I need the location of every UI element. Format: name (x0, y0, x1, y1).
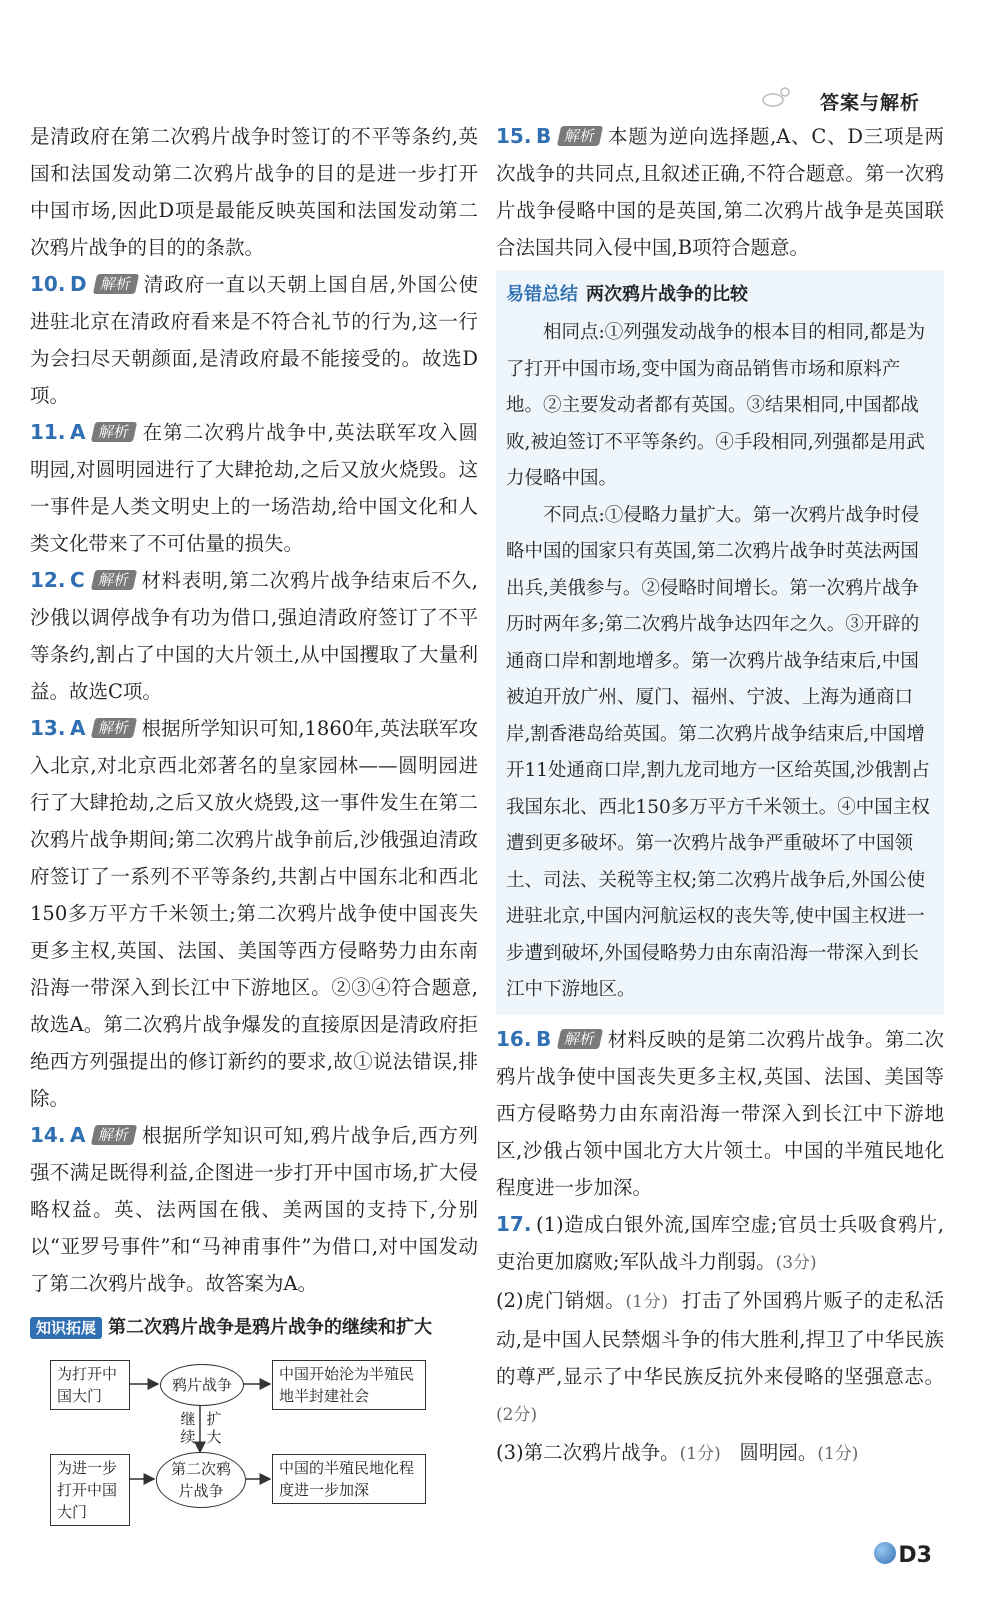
diagram-box-result-2: 中国的半殖民地化程度进一步加深 (272, 1454, 426, 1504)
answer-text: 根据所学知识可知,1860年,英法联军攻入北京,对北京西北郊著名的皇家园林——圆明园进行了大肆抢劫,之后又放火烧毁,这一事件发生在第二次鸦片战争期间;第二次鸦片战争前后,沙俄强迫清政府签订了一系列不平等条约,共割占中国东北和西北150多万平方千米领土;第二次鸦片战争使中国丧失更多主权,英国、法国、美国等西方侵略势力由东南沿海一带深入到长江中下游地区。②③④符合题意,故选A。第二次鸦片战争爆发的直接原因是清政府拒绝西方列强提出的修订新约的要求,故①说法错误,排除。 (30, 717, 478, 1110)
answer-text: 圆明园。 (739, 1440, 818, 1464)
score: (3分) (775, 1252, 817, 1273)
answer-text: (1)造成白银外流,国库空虚;官员士兵吸食鸦片,吏治更加腐败;军队战斗力削弱。 (496, 1212, 944, 1273)
answer-letter: B (536, 1026, 552, 1051)
answer-text: (2)虎门销烟。 (496, 1288, 626, 1312)
answer-letter: D (70, 272, 87, 296)
diagram-label-expand: 扩大 (206, 1410, 222, 1446)
score: (1分) (625, 1291, 668, 1312)
analysis-tag: 解析 (557, 1029, 603, 1049)
question-number: 11. (30, 420, 66, 444)
answer-letter: B (536, 124, 552, 148)
score: (1分) (679, 1443, 721, 1464)
question-number: 13. (30, 716, 66, 740)
summary-header (506, 276, 934, 313)
answer-item-11 (30, 414, 478, 562)
knowledge-extension (30, 1308, 478, 1346)
summary-title: 两次鸦片战争的比较 (586, 284, 748, 305)
left-column (30, 118, 478, 1524)
analysis-tag: 解析 (91, 1125, 137, 1145)
diagram-ellipse-opium-war: 鸦片战争 (160, 1364, 244, 1406)
answer-text: 清政府一直以天朝上国自居,外国公使进驻北京在清政府看来是不符合礼节的行为,这一行为会扫尽天朝颜面,是清政府最不能接受的。故选D项。 (30, 273, 478, 407)
decorative-figure-icon (761, 86, 795, 108)
answer-text: 在第二次鸦片战争中,英法联军攻入圆明园,对圆明园进行了大肆抢劫,之后又放火烧毁。这一事件是人类文明史上的一场浩劫,给中国文化和人类文化带来了不可估量的损失。 (30, 421, 478, 555)
question-number: 15. (496, 124, 532, 148)
answer-letter: A (70, 716, 86, 740)
question-number: 17. (496, 1211, 532, 1236)
answer-text: 根据所学知识可知,鸦片战争后,西方列强不满足既得利益,企图进一步打开中国市场,扩大侵略权益。英、法两国在俄、美两国的支持下,分别以“亚罗号事件”和“马神甫事件”为借口,对中国发动了第二次鸦片战争。故答案为A。 (30, 1124, 478, 1295)
diagram-box-cause-1: 为打开中国大门 (50, 1360, 130, 1410)
answer-letter: C (70, 568, 85, 592)
war-diagram (30, 1354, 478, 1524)
answer-item-10 (30, 266, 478, 414)
answer-letter: A (70, 420, 86, 444)
analysis-tag: 解析 (92, 274, 138, 294)
diagram-ellipse-second-opium-war: 第二次鸦片战争 (156, 1452, 246, 1508)
answer-item-16 (496, 1021, 944, 1206)
answer-text: (3)第二次鸦片战争。 (496, 1440, 680, 1464)
answer-letter: A (70, 1123, 86, 1147)
answer-item-15 (496, 118, 944, 266)
question-number: 12. (30, 568, 66, 592)
summary-similarities: 相同点:①列强发动战争的根本目的相同,都是为了打开中国市场,变中国为商品销售市场和原料产地。②主要发动者都有英国。③结果相同,中国都战败,被迫签订不平等条约。④手段相同,列强都是用武力侵略中国。 (506, 322, 926, 489)
intro-paragraph: 是清政府在第二次鸦片战争时签订的不平等条约,英国和法国发动第二次鸦片战争的目的是进一步打开中国市场,因此D项是最能反映英国和法国发动第二次鸦片战争的目的的条款。 (30, 125, 478, 259)
answer-item-13 (30, 710, 478, 1117)
question-number: 16. (496, 1026, 532, 1051)
page-badge-icon (874, 1542, 896, 1564)
question-number: 10. (30, 272, 66, 296)
diagram-box-cause-2: 为进一步打开中国大门 (50, 1454, 130, 1526)
extension-tag: 知识拓展 (30, 1317, 102, 1339)
answer-text: 本题为逆向选择题,A、C、D三项是两次战争的共同点,且叙述正确,不符合题意。第一次鸦片战争侵略中国的是英国,第二次鸦片战争是英国联合法国共同入侵中国,B项符合题意。 (496, 125, 944, 259)
analysis-tag: 解析 (91, 422, 137, 442)
summary-differences: 不同点:①侵略力量扩大。第一次鸦片战争时侵略中国的国家只有英国,第二次鸦片战争时英法两国出兵,美俄参与。②侵略时间增长。第一次鸦片战争历时两年多;第二次鸦片战争达四年之久。③开辟的通商口岸和割地增多。第一次鸦片战争结束后,中国被迫开放广州、厦门、福州、宁波、上海为通商口岸,割香港岛给英国。第二次鸦片战争结束后,中国增开11处通商口岸,割九龙司地方一区给英国,沙俄割占我国东北、西北150多万平方千米领土。④中国主权遭到更多破坏。第一次鸦片战争严重破坏了中国领土、司法、关税等主权;第二次鸦片战争后,外国公使进驻北京,中国内河航运权的丧失等,使中国主权进一步遭到破坏,外国侵略势力由东南沿海一带深入到长江中下游地区。 (506, 504, 930, 1000)
error-summary-box (496, 270, 944, 1015)
answer-item-12 (30, 562, 478, 710)
answer-text: 打击了外国鸦片贩子的走私活动,是中国人民禁烟斗争的伟大胜利,捍卫了中华民族的尊严,显示了中华民族反抗外来侵略的坚强意志。 (496, 1288, 944, 1388)
answer-item-14 (30, 1117, 478, 1302)
analysis-tag: 解析 (91, 570, 137, 590)
answer-item-17-part1 (496, 1206, 944, 1282)
answer-item-17-part3 (496, 1434, 944, 1473)
analysis-tag: 解析 (91, 718, 137, 738)
score: (1分) (817, 1443, 859, 1464)
answer-item-17-part2 (496, 1282, 944, 1434)
analysis-tag: 解析 (557, 126, 603, 146)
summary-tag: 易错总结 (506, 284, 578, 305)
page-number: D3 (898, 1543, 932, 1568)
score: (2分) (496, 1404, 538, 1425)
question-number: 14. (30, 1123, 66, 1147)
right-column (496, 118, 944, 1473)
header-title: 答案与解析 (819, 92, 920, 114)
extension-title: 第二次鸦片战争是鸦片战争的继续和扩大 (108, 1317, 433, 1338)
diagram-box-result-1: 中国开始沦为半殖民地半封建社会 (272, 1360, 426, 1410)
answer-text: 材料反映的是第二次鸦片战争。第二次鸦片战争使中国丧失更多主权,英国、法国、美国等西方侵略势力由东南沿海一带深入到长江中下游地区,沙俄占领中国北方大片领土。中国的半殖民地化程度进一步加深。 (496, 1027, 944, 1199)
diagram-label-continue: 继续 (180, 1410, 196, 1446)
answer-text: 材料表明,第二次鸦片战争结束后不久,沙俄以调停战争有功为借口,强迫清政府签订了不平等条约,割占了中国的大片领土,从中国攫取了大量利益。故选C项。 (30, 569, 478, 703)
